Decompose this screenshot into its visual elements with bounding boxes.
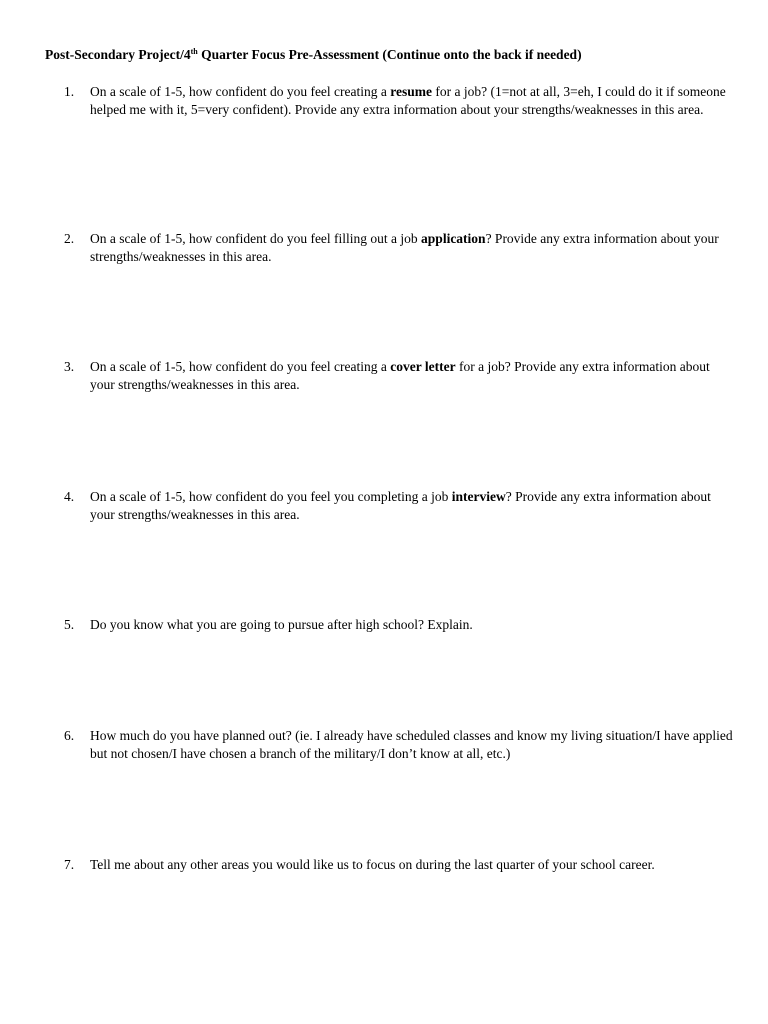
question-3 (64, 358, 734, 394)
question-1 (64, 83, 734, 119)
question-6 (64, 727, 734, 763)
question-number: 1. (64, 84, 75, 99)
title-text-start: Post-Secondary Project/4 (45, 47, 191, 62)
question-4 (64, 488, 734, 524)
question-text-start: Tell me about any other areas you would like us to focus on during the last quarter of your school career. (90, 857, 655, 872)
question-text-start: On a scale of 1-5, how confident do you feel filling out a job (90, 231, 422, 246)
question-text (90, 83, 734, 119)
question-text-start: On a scale of 1-5, how confident do you feel you completing a job (90, 489, 452, 504)
question-text-start: How much do you have planned out? (ie. I already have scheduled classes and know my living situation/I have applied but not chosen/I have chosen a branch of the military/I don’t know at all, etc.) (90, 728, 733, 761)
question-text (90, 230, 734, 266)
question-text-start: On a scale of 1-5, how confident do you feel creating a (90, 359, 391, 374)
question-number: 6. (64, 728, 75, 743)
question-keyword: application (421, 231, 486, 246)
title-text-end: Quarter Focus Pre-Assessment (Continue onto the back if needed) (197, 47, 582, 62)
question-text (90, 616, 734, 634)
question-text (90, 856, 734, 874)
question-keyword: cover letter (390, 359, 456, 374)
question-2 (64, 230, 734, 266)
title-superscript: th (190, 47, 198, 56)
question-5 (64, 616, 734, 634)
question-7 (64, 856, 734, 874)
question-text-end: ? Provide any extra information about your strengths/weaknesses in this area. (90, 231, 719, 264)
question-text-end: ? Provide any extra information about your strengths/weaknesses in this area. (90, 489, 711, 522)
question-text-end: for a job? Provide any extra information about your strengths/weaknesses in this area. (90, 359, 710, 392)
question-number: 5. (64, 617, 75, 632)
question-text (90, 488, 734, 524)
question-text (90, 358, 734, 394)
question-text-start: Do you know what you are going to pursue after high school? Explain. (90, 617, 473, 632)
question-text (90, 727, 734, 763)
question-keyword: interview (451, 489, 506, 504)
question-number: 7. (64, 857, 75, 872)
question-number: 4. (64, 489, 75, 504)
question-keyword: resume (390, 84, 433, 99)
page-title (45, 46, 745, 64)
question-number: 2. (64, 231, 75, 246)
question-number: 3. (64, 359, 75, 374)
question-text-end: for a job? (1=not at all, 3=eh, I could do it if someone helped me with it, 5=very confident). Provide any extra information about your strengths/weaknesses in this area. (90, 84, 726, 117)
question-text-start: On a scale of 1-5, how confident do you feel creating a (90, 84, 391, 99)
